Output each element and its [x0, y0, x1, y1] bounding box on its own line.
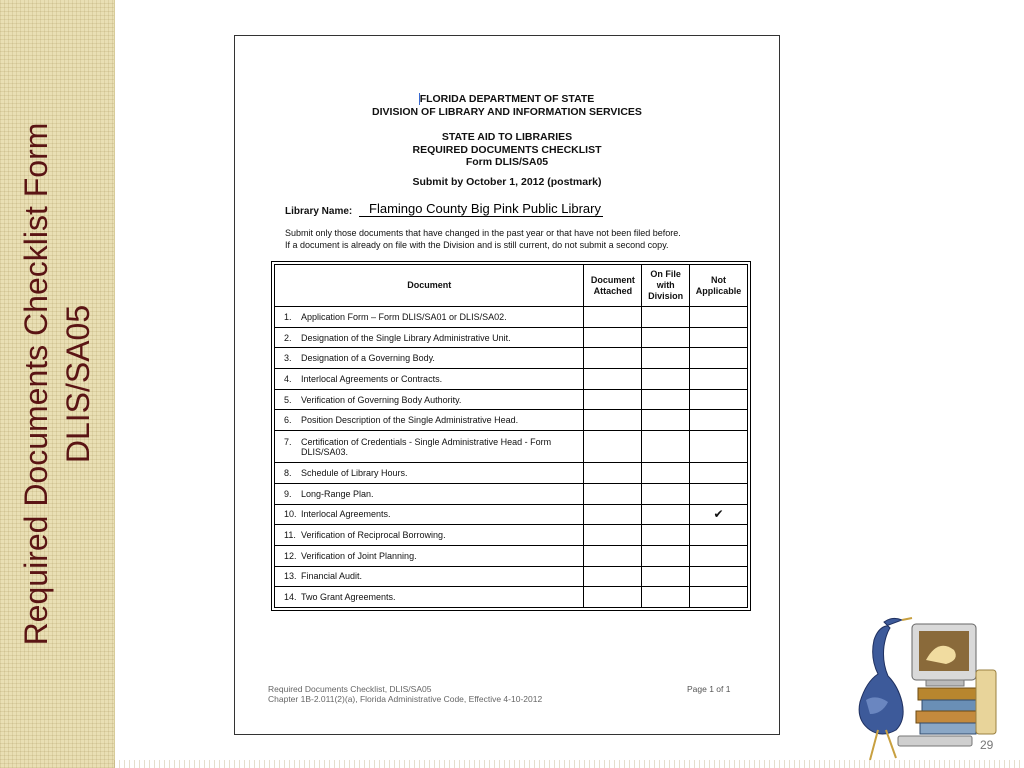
- row-document-name: Designation of a Governing Body.: [301, 353, 435, 364]
- checklist-row: [275, 389, 748, 410]
- not-applicable-checkbox-cell[interactable]: [690, 566, 748, 587]
- not-applicable-checkbox-cell[interactable]: [690, 431, 748, 463]
- row-number: 8.: [284, 467, 292, 478]
- on-file-checkbox-cell[interactable]: [642, 587, 690, 608]
- row-number: 4.: [284, 373, 292, 384]
- on-file-checkbox-cell[interactable]: [642, 369, 690, 390]
- form-agency-heading: FLORIDA DEPARTMENT OF STATE DIVISION OF LIBRARY AND INFORMATION SERVICES: [372, 93, 642, 118]
- row-number: 5.: [284, 394, 292, 405]
- form-deadline: Submit by October 1, 2012 (postmark): [412, 176, 602, 188]
- attached-checkbox-cell[interactable]: [584, 389, 642, 410]
- row-document-name: Certification of Credentials - Single Administrative Head - Form DLIS/SA03.: [301, 436, 552, 457]
- row-document-cell: [275, 410, 584, 431]
- on-file-checkbox-cell[interactable]: [642, 504, 690, 525]
- checklist-row: [275, 307, 748, 328]
- slide-title-line-1: Required Documents Checklist Form: [18, 122, 54, 646]
- on-file-checkbox-cell[interactable]: [642, 463, 690, 484]
- row-number: 11.: [284, 530, 296, 541]
- not-applicable-checkbox-cell[interactable]: [690, 525, 748, 546]
- attached-checkbox-cell[interactable]: [584, 525, 642, 546]
- row-document-cell: [275, 463, 584, 484]
- checklist-row: [275, 348, 748, 369]
- not-applicable-checkbox-cell[interactable]: [690, 545, 748, 566]
- row-document-cell: [275, 369, 584, 390]
- row-document-name: Two Grant Agreements.: [301, 592, 396, 603]
- slide-number: 29: [980, 738, 994, 752]
- library-name-label: Library Name:: [285, 206, 353, 217]
- checklist-row: [275, 410, 748, 431]
- attached-checkbox-cell[interactable]: [584, 566, 642, 587]
- not-applicable-checkbox-cell[interactable]: [690, 307, 748, 328]
- library-name-row: [285, 202, 603, 218]
- column-header-attached: Document Attached: [584, 265, 642, 307]
- row-number: 9.: [284, 488, 292, 499]
- checklist-row: [275, 483, 748, 504]
- column-header-not-applicable: Not Applicable: [690, 265, 748, 307]
- attached-checkbox-cell[interactable]: [584, 587, 642, 608]
- row-document-name: Long-Range Plan.: [301, 488, 374, 499]
- row-number: 14.: [284, 592, 297, 603]
- checklist-row: [275, 566, 748, 587]
- row-number: 7.: [284, 436, 292, 447]
- checklist-row: [275, 545, 748, 566]
- documents-checklist-table: [271, 261, 751, 611]
- not-applicable-checkbox-cell[interactable]: [690, 348, 748, 369]
- attached-checkbox-cell[interactable]: [584, 410, 642, 431]
- checklist-row: [275, 587, 748, 608]
- row-document-name: Verification of Joint Planning.: [301, 550, 417, 561]
- attached-checkbox-cell[interactable]: [584, 348, 642, 369]
- attached-checkbox-cell[interactable]: [584, 463, 642, 484]
- row-document-cell: [275, 307, 584, 328]
- attached-checkbox-cell[interactable]: [584, 545, 642, 566]
- row-number: 10.: [284, 509, 297, 520]
- row-number: 2.: [284, 332, 292, 343]
- checklist-form-image: [234, 35, 780, 735]
- attached-checkbox-cell[interactable]: [584, 483, 642, 504]
- attached-checkbox-cell[interactable]: [584, 327, 642, 348]
- slide-title-line-2: DLIS/SA05: [60, 304, 96, 464]
- not-applicable-checkbox-cell[interactable]: ✔: [690, 504, 748, 525]
- on-file-checkbox-cell[interactable]: [642, 431, 690, 463]
- form-page-number: Page 1 of 1: [687, 684, 731, 694]
- row-document-name: Financial Audit.: [301, 571, 363, 582]
- row-document-cell: [275, 545, 584, 566]
- on-file-checkbox-cell[interactable]: [642, 566, 690, 587]
- on-file-checkbox-cell[interactable]: [642, 483, 690, 504]
- attached-checkbox-cell[interactable]: [584, 307, 642, 328]
- checklist-row: [275, 463, 748, 484]
- row-document-name: Verification of Reciprocal Borrowing.: [301, 530, 446, 541]
- on-file-checkbox-cell[interactable]: [642, 525, 690, 546]
- row-document-name: Interlocal Agreements or Contracts.: [301, 373, 443, 384]
- row-document-cell: [275, 504, 584, 525]
- column-header-on-file: On File with Division: [642, 265, 690, 307]
- not-applicable-checkbox-cell[interactable]: [690, 410, 748, 431]
- row-number: 13.: [284, 571, 297, 582]
- row-document-cell: [275, 431, 584, 463]
- row-document-cell: [275, 566, 584, 587]
- attached-checkbox-cell[interactable]: [584, 504, 642, 525]
- row-document-cell: [275, 389, 584, 410]
- row-document-cell: [275, 483, 584, 504]
- row-document-name: Schedule of Library Hours.: [301, 467, 408, 478]
- form-title-heading: STATE AID TO LIBRARIES REQUIRED DOCUMENTS CHECKLIST Form DLIS/SA05: [412, 131, 602, 168]
- attached-checkbox-cell[interactable]: [584, 431, 642, 463]
- row-document-cell: [275, 348, 584, 369]
- checklist-row: [275, 504, 748, 525]
- library-name-field[interactable]: Flamingo County Big Pink Public Library: [359, 201, 603, 217]
- on-file-checkbox-cell[interactable]: [642, 327, 690, 348]
- form-footer: Required Documents Checklist, DLIS/SA05 Chapter 1B-2.011(2)(a), Florida Administrative Code, Effective 4-10-2012: [268, 684, 543, 704]
- row-number: 3.: [284, 353, 292, 364]
- form-instructions: Submit only those documents that have changed in the past year or that have not been filed before. If a document is already on file with the Division and is still current, do not submit a second copy.: [285, 228, 681, 250]
- attached-checkbox-cell[interactable]: [584, 369, 642, 390]
- not-applicable-checkbox-cell[interactable]: [690, 389, 748, 410]
- not-applicable-checkbox-cell[interactable]: [690, 463, 748, 484]
- row-number: 1.: [284, 311, 292, 322]
- checklist-row: [275, 431, 748, 463]
- not-applicable-checkbox-cell[interactable]: [690, 327, 748, 348]
- checklist-row: [275, 369, 748, 390]
- row-document-name: Designation of the Single Library Administrative Unit.: [301, 332, 511, 343]
- not-applicable-checkbox-cell[interactable]: [690, 483, 748, 504]
- column-header-document: Document: [275, 265, 584, 307]
- on-file-checkbox-cell[interactable]: [642, 410, 690, 431]
- not-applicable-checkbox-cell[interactable]: [690, 369, 748, 390]
- row-number: 12.: [284, 550, 297, 561]
- row-document-cell: [275, 327, 584, 348]
- row-document-name: Verification of Governing Body Authority.: [301, 394, 462, 405]
- row-number: 6.: [284, 415, 292, 426]
- on-file-checkbox-cell[interactable]: [642, 348, 690, 369]
- row-document-cell: [275, 587, 584, 608]
- on-file-checkbox-cell[interactable]: [642, 307, 690, 328]
- row-document-name: Application Form – Form DLIS/SA01 or DLIS/SA02.: [301, 311, 507, 322]
- side-title-band: [0, 0, 115, 768]
- row-document-cell: [275, 525, 584, 546]
- row-document-name: Interlocal Agreements.: [301, 509, 391, 520]
- checklist-row: [275, 525, 748, 546]
- on-file-checkbox-cell[interactable]: [642, 545, 690, 566]
- not-applicable-checkbox-cell[interactable]: [690, 587, 748, 608]
- heron-computer-clipart: [826, 610, 1024, 768]
- on-file-checkbox-cell[interactable]: [642, 389, 690, 410]
- checklist-row: [275, 327, 748, 348]
- slide-title: [15, 34, 99, 734]
- row-document-name: Position Description of the Single Administrative Head.: [301, 415, 519, 426]
